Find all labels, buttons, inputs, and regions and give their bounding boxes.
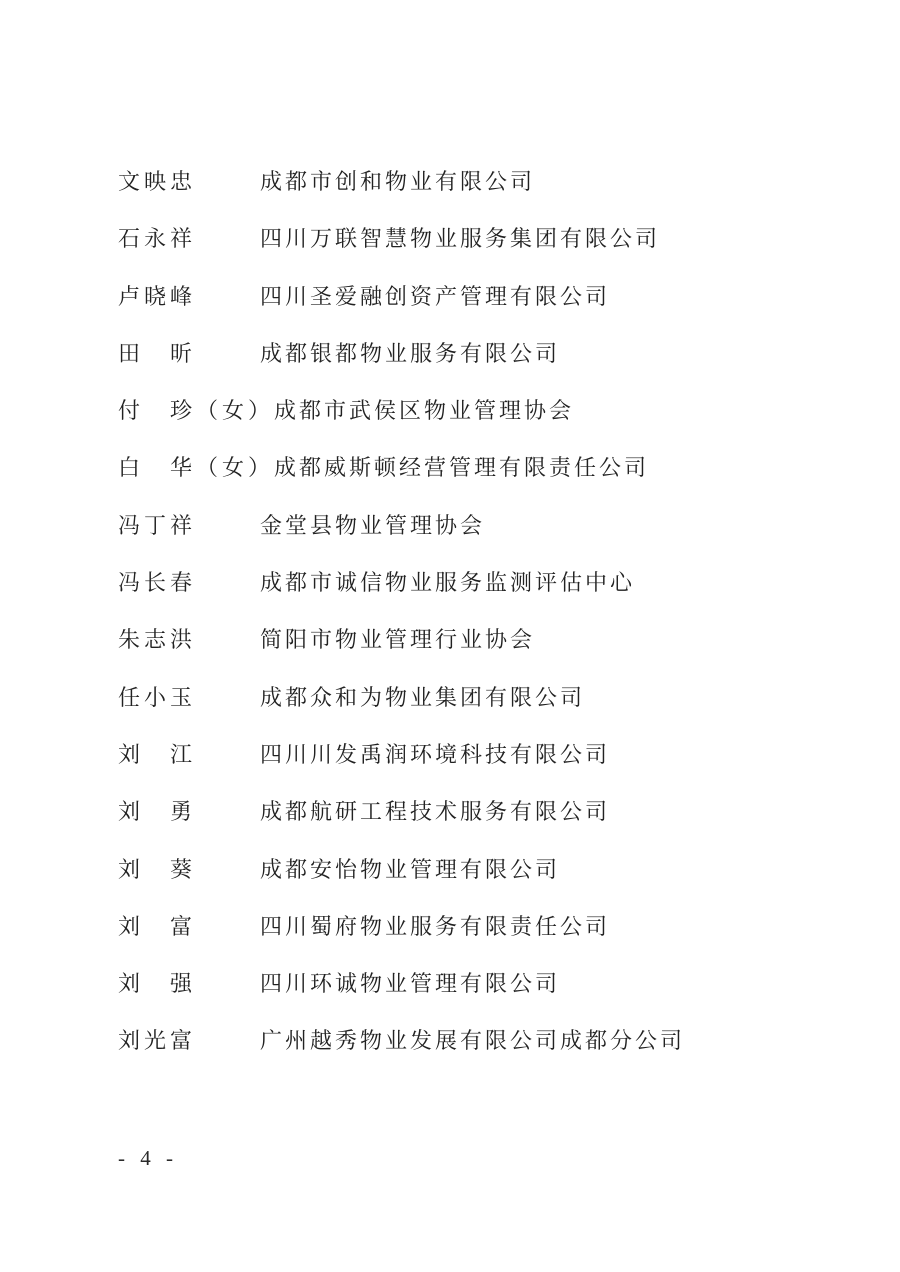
organization-name: 成都航研工程技术服务有限公司 <box>260 799 611 825</box>
person-name: 白 华（女） <box>118 455 275 481</box>
page-number: - 4 - <box>118 1146 178 1170</box>
roster-row <box>118 800 818 824</box>
roster-row <box>118 915 818 939</box>
organization-name: 成都众和为物业集团有限公司 <box>260 684 586 710</box>
organization-name: 简阳市物业管理行业协会 <box>260 627 536 653</box>
person-name: 刘 富 <box>118 913 197 939</box>
organization-name: 成都市诚信物业服务监测评估中心 <box>260 570 636 596</box>
person-name: 刘 勇 <box>118 799 197 825</box>
roster-row <box>118 628 818 652</box>
organization-name: 成都威斯顿经营管理有限责任公司 <box>274 455 650 481</box>
roster-row <box>118 514 818 538</box>
person-name: 卢晓峰 <box>118 283 197 309</box>
roster-row <box>118 686 818 710</box>
roster-row <box>118 456 818 480</box>
person-name: 刘 强 <box>118 971 197 997</box>
person-name: 田 昕 <box>118 340 197 366</box>
organization-name: 成都市创和物业有限公司 <box>260 169 536 194</box>
roster-row <box>118 342 818 366</box>
organization-name: 四川川发禹润环境科技有限公司 <box>260 741 611 767</box>
roster-row <box>118 743 818 767</box>
roster-row <box>118 571 818 595</box>
person-name: 石永祥 <box>118 226 197 252</box>
person-name: 任小玉 <box>118 684 197 710</box>
person-name: 刘 江 <box>118 741 197 767</box>
person-name: 冯长春 <box>118 570 197 596</box>
roster-row <box>118 285 818 309</box>
organization-name: 四川环诚物业管理有限公司 <box>260 971 561 997</box>
roster-row <box>118 1029 818 1053</box>
organization-name: 广州越秀物业发展有限公司成都分公司 <box>260 1028 686 1054</box>
person-name: 冯丁祥 <box>118 512 197 538</box>
person-name: 朱志洪 <box>118 627 197 653</box>
organization-name: 四川蜀府物业服务有限责任公司 <box>260 913 611 939</box>
person-name: 刘光富 <box>118 1028 197 1054</box>
organization-name: 成都安怡物业管理有限公司 <box>260 856 561 882</box>
roster-list <box>118 170 818 1087</box>
organization-name: 四川万联智慧物业服务集团有限公司 <box>260 226 661 252</box>
person-name: 付 珍（女） <box>118 398 275 424</box>
roster-row <box>118 170 818 194</box>
roster-row <box>118 972 818 996</box>
organization-name: 金堂县物业管理协会 <box>260 512 486 538</box>
roster-row <box>118 858 818 882</box>
roster-row <box>118 227 818 251</box>
organization-name: 四川圣爱融创资产管理有限公司 <box>260 283 611 309</box>
organization-name: 成都市武侯区物业管理协会 <box>274 398 575 424</box>
roster-row <box>118 399 818 423</box>
person-name: 文映忠 <box>118 169 197 194</box>
organization-name: 成都银都物业服务有限公司 <box>260 340 561 366</box>
person-name: 刘 葵 <box>118 856 197 882</box>
